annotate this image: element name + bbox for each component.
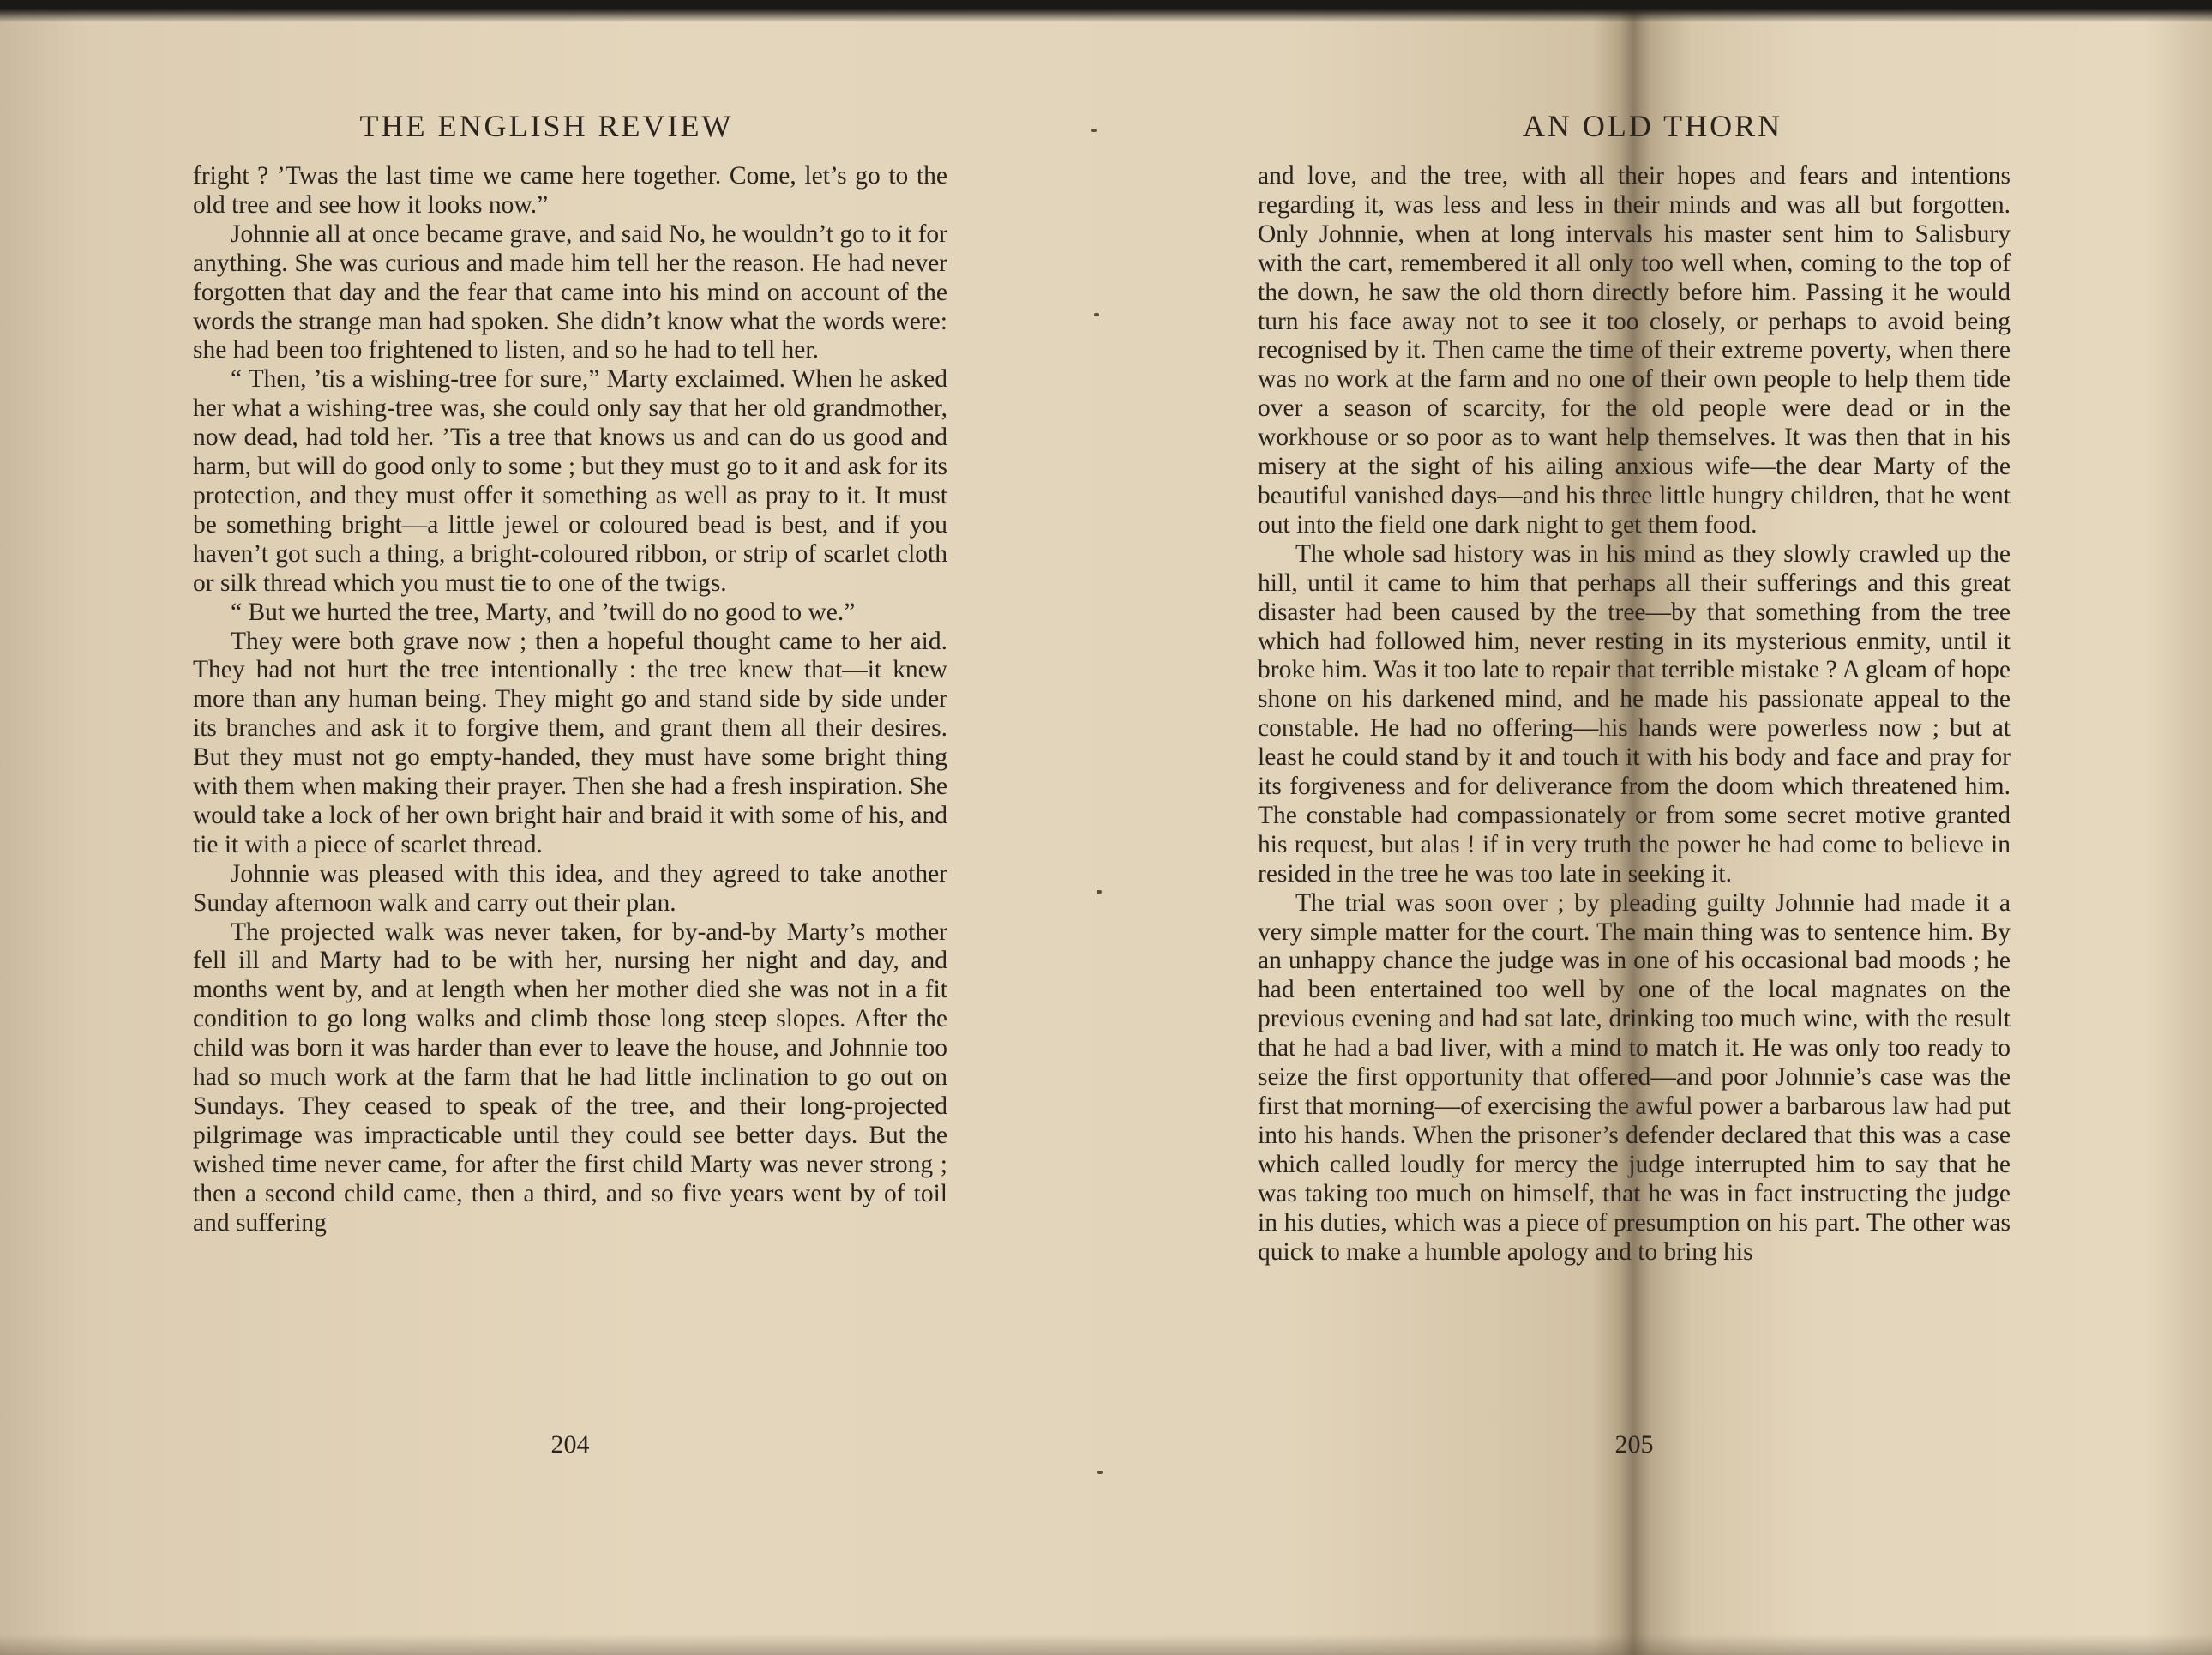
thread-mark — [1094, 313, 1099, 316]
right-page — [1093, 0, 2212, 1655]
paragraph: The projected walk was never taken, for by-and-by Marty’s mother fell ill and Marty had to be with her, nursing her night and day, and months went by, and at length when her mother died she was not in a fit condition to go long walks and climb those long steep slopes. After the child was born it was harder than ever to leave the house, and Johnnie too had so much work at the farm that he had little inclination to go out on Sundays. They ceased to speak of the tree, and their long-projected pilgrimage was impracticable until they could see better days. But the wished time never came, for after the first child Marty was never strong ; then a second child came, then a third, and so five years went by of toil and suffering — [193, 918, 947, 1237]
paragraph: “ But we hurted the tree, Marty, and ’twill do no good to we.” — [231, 598, 856, 626]
thread-mark — [1097, 890, 1102, 894]
paragraph: and love, and the tree, with all their hopes and fears and intentions regarding it, was less and less in their minds and was all but forgotten. Only Johnnie, when at long intervals his master sent him to Salisbury with the cart, remembered it all only too well when, coming to the top of the down, he saw the old thorn directly before him. Passing it he would turn his face away not to see it too closely, or perhaps to avoid being recognised by it. Then came the time of their extreme poverty, when there was no work at the farm and no one of their own people to help them tide over a season of scarcity, for the old people were dead or in the workhouse or so poor as to want help themselves. It was then that in his misery at the sight of his ailing anxious wife—the dear Marty of the beautiful vanished days—and his three little hungry children, that he went out into the field one dark night to get them food. — [1258, 162, 2011, 539]
body-text-left — [193, 162, 947, 1238]
paragraph: Johnnie all at once became grave, and said No, he wouldn’t go to it for anything. She was curious and made him tell her the reason. He had never forgotten that day and the fear that came into his mind on account of the words the strange man had spoken. She didn’t know what the words were: she had been too frightened to listen, and so he had to tell her. — [193, 220, 947, 364]
running-head-left: THE ENGLISH REVIEW — [359, 109, 734, 143]
paragraph: The whole sad history was in his mind as they slowly crawled up the hill, until it came to him that perhaps all their sufferings and this great disaster had been caused by the tree—by that something from the tree which had followed him, never resting in its mysterious enmity, until it broke him. Was it too late to repair that terrible mistake ? A gleam of hope shone on his darkened mind, and he made his passionate appeal to the constable. He had no offering—his hands were powerless now ; but at least he could stand by it and touch it with his body and face and pray for its forgiveness and for deliverance from the doom which threatened him. The constable had compassionately or from some secret motive granted his request, but alas ! if in very truth the power he had come to believe in resided in the tree he was too late in seeking it. — [1258, 539, 2011, 888]
paragraph: Johnnie was pleased with this idea, and they agreed to take another Sunday afternoon walk and carry out their plan. — [193, 859, 947, 917]
running-head-right: AN OLD THORN — [1522, 109, 1783, 143]
paragraph: fright ? ’Twas the last time we came here together. Come, let’s go to the old tree and see how it looks now.” — [193, 162, 947, 219]
paragraph: The trial was soon over ; by pleading guilty Johnnie had made it a very simple matter for the court. The main thing was to sentence him. By an unhappy chance the judge was in one of his occasional bad moods ; he had been entertained too well by one of the local magnates on the previous evening and had sat late, drinking too much wine, with the result that he had a bad liver, with a mind to match it. He was only too ready to seize the first opportunity that offered—and poor Johnnie’s case was the first that morning—of exercising the awful power a barbarous law had put into his hands. When the prisoner’s defender declared that this was a case which called loudly for mercy the judge interrupted him to say that he was taking too much on himself, that he was in fact instructing the judge in his duties, which was a piece of presumption on his part. The other was quick to make a humble apology and to bring his — [1258, 888, 2011, 1266]
page-number-right: 205 — [1614, 1430, 1654, 1459]
left-page — [0, 0, 1093, 1655]
paragraph: “ Then, ’tis a wishing-tree for sure,” Marty exclaimed. When he asked her what a wishing-tree was, she could only say that her old grandmother, now dead, had told her. ’Tis a tree that knows us and can do us good and harm, but will do good only to some ; but they must go to it and ask for its protection, and they must offer it something as well as pray to it. It must be something bright—a little jewel or coloured bead is best, and if you haven’t got such a thing, a bright-coloured ribbon, or strip of scarlet cloth or silk thread which you must tie to one of the twigs. — [193, 365, 947, 597]
thread-mark — [1097, 1471, 1103, 1474]
body-text-right — [1258, 162, 2011, 1267]
page-number-left: 204 — [550, 1430, 590, 1459]
thread-mark — [1091, 129, 1097, 132]
paragraph: They were both grave now ; then a hopeful thought came to her aid. They had not hurt the tree intentionally : the tree knew that—it knew more than any human being. They might go and stand side by side under its branches and ask it to forgive them, and grant them all their desires. But they must not go empty-handed, they must have some bright thing with them when making their prayer. Then she had a fresh inspiration. She would take a lock of her own bright hair and braid it with some of his, and tie it with a piece of scarlet thread. — [193, 627, 947, 858]
